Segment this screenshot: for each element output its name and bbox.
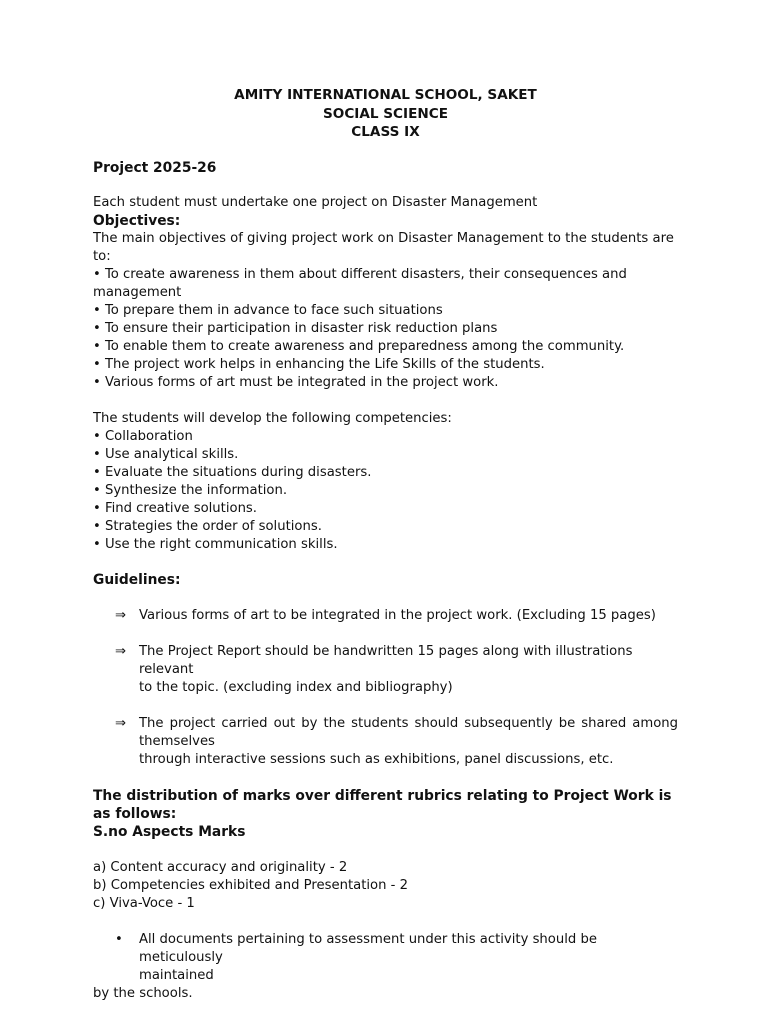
list-item: • Use the right communication skills. <box>93 536 338 552</box>
objectives-heading: Objectives: <box>93 212 181 229</box>
subject-name: SOCIAL SCIENCE <box>322 105 449 122</box>
objectives-list <box>93 266 678 392</box>
intro-text: Each student must undertake one project on Disaster Management <box>93 194 538 210</box>
guidelines-list <box>93 607 678 769</box>
document-page <box>93 86 678 1003</box>
note-line: All documents pertaining to assessment under this activity should be meticulously <box>139 931 597 965</box>
list-item: • Use analytical skills. <box>93 446 239 462</box>
list-item: • To ensure their participation in disaster risk reduction plans <box>93 320 498 336</box>
guideline-line: Various forms of art to be integrated in the project work. (Excluding 15 pages) <box>139 607 656 623</box>
arrow-icon: ⇒ <box>115 607 127 623</box>
competencies-list <box>93 428 678 554</box>
guideline-item <box>93 643 678 697</box>
objectives-lead: The main objectives of giving project work on Disaster Management to the students are to: <box>93 230 674 264</box>
guidelines-heading: Guidelines: <box>93 571 181 588</box>
guideline-line: through interactive sessions such as exhibitions, panel discussions, etc. <box>139 751 614 767</box>
list-item: b) Competencies exhibited and Presentation - 2 <box>93 877 408 893</box>
list-item: • To enable them to create awareness and preparedness among the community. <box>93 338 625 354</box>
guideline-item <box>93 607 678 625</box>
class-name: CLASS IX <box>351 124 420 140</box>
list-item: • Collaboration <box>93 428 193 444</box>
list-item: • The project work helps in enhancing the Life Skills of the students. <box>93 356 545 372</box>
list-item: • Find creative solutions. <box>93 500 257 516</box>
list-item: • Strategies the order of solutions. <box>93 518 322 534</box>
list-item: c) Viva-Voce - 1 <box>93 895 195 911</box>
guideline-line: The Project Report should be handwritten 15 pages along with illustrations relevant <box>139 643 633 677</box>
guideline-item <box>93 715 678 769</box>
list-item: • Synthesize the information. <box>93 482 288 498</box>
list-item: • To create awareness in them about different disasters, their consequences and management <box>93 266 627 300</box>
arrow-icon: ⇒ <box>115 715 127 731</box>
list-item: • Evaluate the situations during disasters. <box>93 464 372 480</box>
list-item: a) Content accuracy and originality - 2 <box>93 859 348 875</box>
note-tail: by the schools. <box>93 985 193 1001</box>
guideline-line: themselves <box>139 733 215 749</box>
bullet-icon: • <box>115 931 123 947</box>
project-title: Project 2025-26 <box>93 159 217 176</box>
guideline-line: The project carried out by the students should subsequently be shared among <box>139 715 678 731</box>
guideline-line: to the topic. (excluding index and bibliography) <box>139 679 453 695</box>
spacer <box>93 392 678 410</box>
school-name: AMITY INTERNATIONAL SCHOOL, SAKET <box>234 87 537 103</box>
marks-table-header: S.no Aspects Marks <box>93 823 246 840</box>
marks-list <box>93 859 678 913</box>
marks-heading: The distribution of marks over different rubrics relating to Project Work is as follows: <box>93 787 672 822</box>
document-header <box>93 86 678 142</box>
arrow-icon: ⇒ <box>115 643 127 659</box>
competencies-lead: The students will develop the following competencies: <box>93 410 452 426</box>
note-line: maintained <box>139 967 214 983</box>
note-item <box>93 931 678 985</box>
list-item: • To prepare them in advance to face such situations <box>93 302 443 318</box>
list-item: • Various forms of art must be integrated in the project work. <box>93 374 499 390</box>
